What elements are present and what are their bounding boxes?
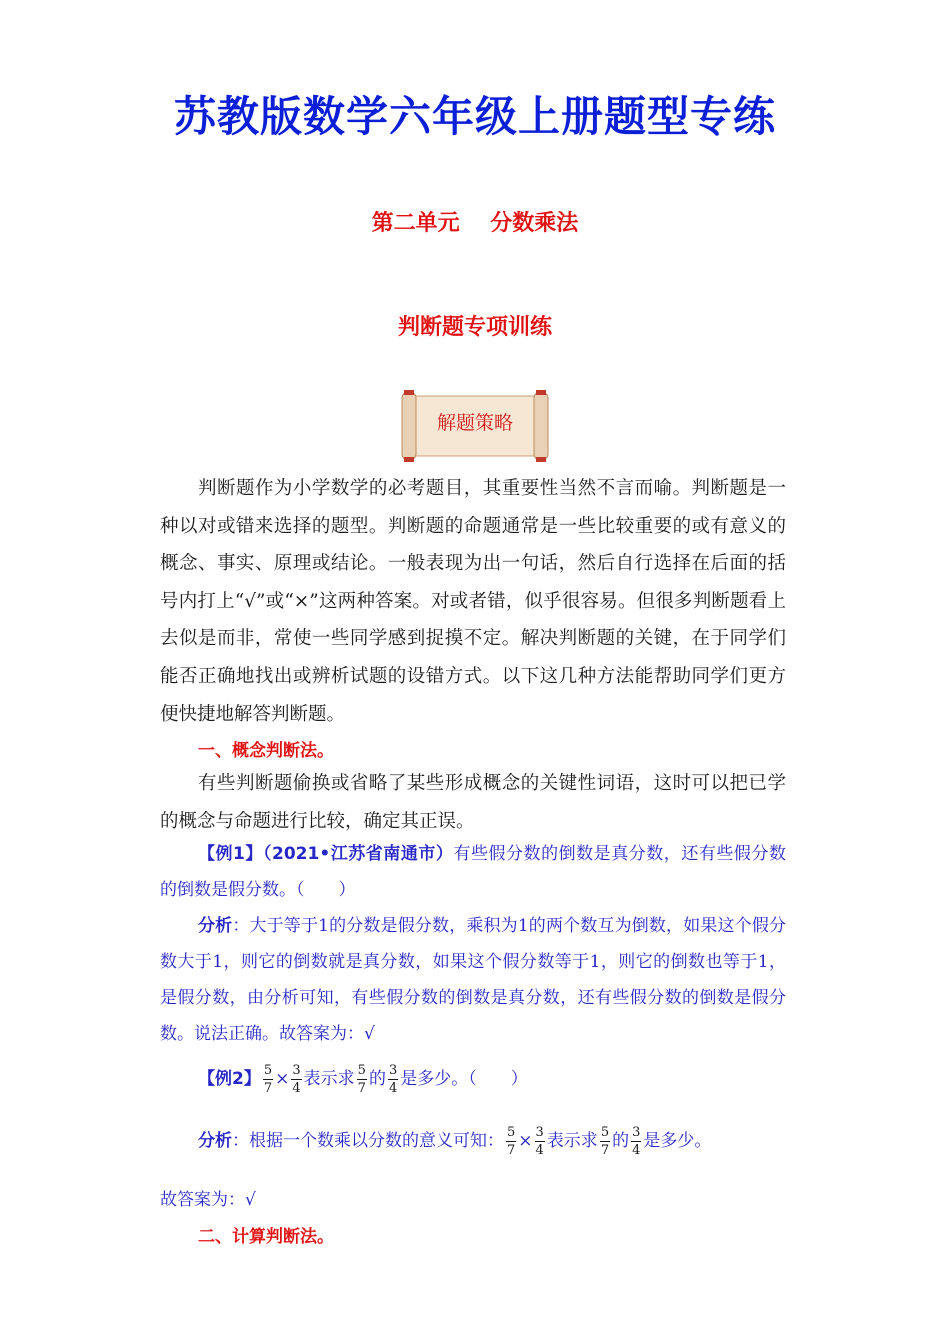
- example1-source: （2021•江苏省南通市）: [262, 844, 454, 864]
- example2-analysis: 分析：根据一个数乘以分数的意义可知： $\frac{5}{7}$ × $\frac{3}{4}$ 表示求 $\frac{5}{7}$ 的 $\frac{3}{4}$ 是多少。: [198, 1125, 712, 1158]
- unit-title: 第二单元 分数乘法: [371, 211, 579, 236]
- document-title: 苏教版数学六年级上册题型专练: [173, 92, 776, 141]
- fraction: $\frac{3}{4}$: [292, 1063, 301, 1096]
- example2-label: 【例2】: [198, 1069, 261, 1089]
- example1-label: 【例1】: [198, 844, 263, 864]
- example2-question: 【例2】 $\frac{5}{7}$ × $\frac{3}{4}$ 表示求 $\frac{5}{7}$ 的 $\frac{3}{4}$ 是多少。（ ）: [198, 1063, 528, 1096]
- example1-question: 有些假分数的倒数是真分数，还有些假分数的倒数是假分数。（ ）: [160, 844, 786, 900]
- fraction: $\frac{5}{7}$: [263, 1063, 273, 1096]
- example1-analysis-label: 分析: [198, 916, 233, 936]
- intro-paragraph: 判断题作为小学数学的必考题目，其重要性当然不言而喻。判断题是一种以对或错来选择的题型。判断题的命题通常是一些比较重要的或有意义的概念、事实、原理或结论。一般表现为出一句话，然后自行选择在后面的括号内打上“√”或“×”这两种答案。对或者错，似乎很容易。但很多判断题看上去似是而非，常使一些同学感到捉摸不定。解决判断题的关键，在于同学们能否正确地找出或辨析试题的设错方式。以下这几种方法能帮助同学们更方便快捷地解答判断题。: [160, 478, 786, 725]
- fraction: $\frac{3}{4}$: [388, 1063, 398, 1096]
- section1-heading: 一、概念判断法。: [198, 741, 334, 761]
- fraction: $\frac{3}{4}$: [535, 1125, 544, 1158]
- fraction: $\frac{3}{4}$: [632, 1125, 641, 1158]
- section1-text: 有些判断题偷换或省略了某些形成概念的关键性词语，这时可以把已学的概念与命题进行比较，确定其正误。: [160, 773, 786, 832]
- example2-analysis-label: 分析: [198, 1131, 232, 1151]
- fraction: $\frac{5}{7}$: [507, 1125, 516, 1158]
- section-title: 判断题专项训练: [397, 315, 552, 340]
- example1-block: [160, 836, 786, 908]
- fraction: $\frac{5}{7}$: [600, 1125, 610, 1158]
- example1-analysis: [160, 908, 786, 1052]
- strategy-scroll-banner: [400, 390, 550, 462]
- example2-answer: 故答案为：√: [160, 1190, 256, 1210]
- section2-heading: 二、计算判断法。: [198, 1227, 334, 1247]
- fraction: $\frac{5}{7}$: [357, 1063, 366, 1096]
- example1-analysis-text: ：大于等于1的分数是假分数，乘积为1的两个数互为倒数，如果这个假分数大于1，则它的倒数就是真分数，如果这个假分数等于1，则它的倒数也等于1，是假分数，由分析可知，有些假分数的倒数是真分数，还有些假分数的倒数是假分数。说法正确。故答案为：√: [160, 916, 787, 1044]
- strategy-label: 解题策略: [436, 412, 513, 434]
